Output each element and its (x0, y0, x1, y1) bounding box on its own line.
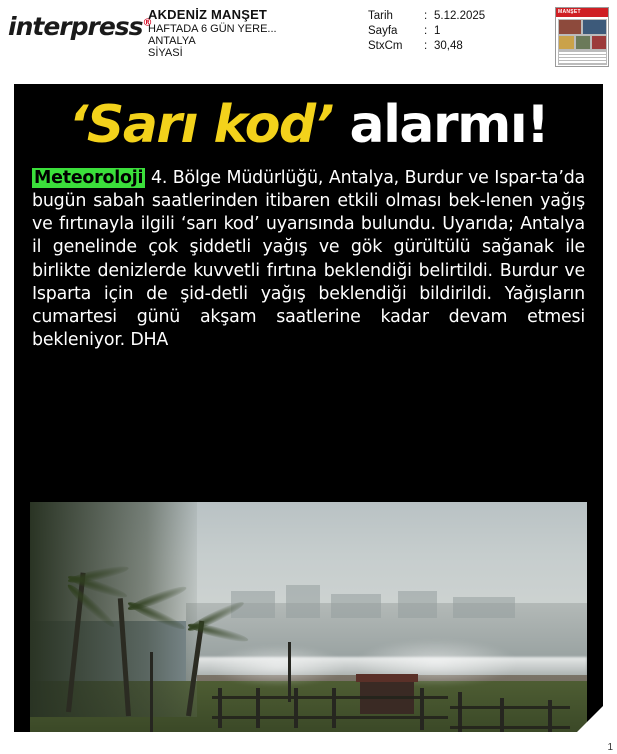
meta-row-date (368, 9, 551, 24)
photo-building-2 (286, 585, 319, 618)
thumbnail-photo-4 (575, 35, 591, 50)
clipping-header (0, 0, 617, 68)
meta-colon-stxcm: : (424, 40, 428, 53)
photo-left-foliage (30, 502, 197, 717)
article-body (14, 157, 603, 359)
photo-post (548, 700, 552, 732)
headline-highlight: ‘Sarı kod’ (68, 95, 333, 155)
photo-post (256, 688, 260, 728)
publication-type: SİYASİ (148, 47, 183, 60)
meta-colon-page: : (424, 25, 428, 38)
meta-value-date: 5.12.2025 (434, 10, 486, 22)
photo-building-3 (331, 594, 381, 618)
publication-city: ANTALYA (148, 34, 196, 47)
photo-railing-bottom (212, 716, 448, 719)
thumbnail-photo-1 (558, 19, 582, 35)
article-kicker: Meteoroloji (34, 167, 144, 188)
photo-railing-top (212, 696, 448, 699)
thumbnail-photo-5 (591, 35, 607, 50)
thumbnail-text-block (558, 50, 607, 65)
interpress-logo (8, 6, 152, 41)
article-body-text: 4. Bölge Müdürlüğü, Antalya, Burdur ve Ispar-ta’da bugün sabah saatlerinden itibaren etkili olması bek-lenen yağış ve fırtınayla ilgili ‘sarı kod’ uyarısında bulundu. Uyarıda; Antalya il genelinde çok şiddetli yağış ve gök gürültülü sağanak ile birlikte denizlerde kuvvetli fırtına beklendiği belirtildi. Burdur ve Isparta için de şid-detli yağış beklendiği bildirildi. Yağışların cumartesi günü akşam saatlerine kadar devam etmesi bekleniyor. DHA (32, 167, 585, 351)
publication-info (148, 6, 358, 59)
photo-post (218, 688, 222, 728)
photo-building-5 (453, 597, 514, 618)
logo-wordmark (8, 12, 152, 41)
publication-name: AKDENİZ MANŞET (148, 7, 268, 22)
registered-mark: ® (142, 17, 152, 29)
photo-post (420, 688, 424, 730)
page-number: 1 (607, 742, 613, 753)
meta-value-stxcm: 30,48 (434, 40, 463, 53)
photo-lamp-post (150, 652, 153, 732)
newspaper-clipping-article (14, 84, 603, 732)
article-headline (14, 84, 603, 157)
photo-railing-right (450, 706, 570, 709)
newspaper-front-page-thumbnail[interactable] (555, 7, 609, 67)
meta-value-page: 1 (434, 25, 441, 38)
photo-railing-right-2 (450, 726, 570, 729)
headline-rest: alarmı! (349, 95, 549, 155)
meta-row-page (368, 24, 551, 39)
thumbnail-masthead-text: MANŞET (558, 9, 581, 15)
meta-colon-date: : (424, 10, 428, 22)
photo-beach-shed-roof (356, 674, 418, 682)
photo-lamp-post-2 (288, 642, 291, 702)
clipping-metadata (358, 6, 551, 55)
thumbnail-photo-2 (582, 19, 607, 35)
meta-label-date: Tarih (368, 10, 393, 22)
photo-post (500, 698, 504, 732)
storm-coastline-photo (30, 502, 587, 732)
photo-post (294, 688, 298, 728)
meta-label-stxcm: StxCm (368, 40, 403, 53)
photo-spray-1 (208, 645, 347, 687)
page-corner-fold (577, 706, 603, 732)
thumbnail-photo-3 (558, 35, 575, 50)
publication-frequency: HAFTADA 6 GÜN YERE... (148, 22, 277, 35)
meta-row-stxcm (368, 39, 551, 54)
photo-building-4 (398, 591, 437, 618)
meta-label-page: Sayfa (368, 25, 398, 38)
photo-post (332, 688, 336, 728)
logo-text: interpress (8, 12, 143, 41)
